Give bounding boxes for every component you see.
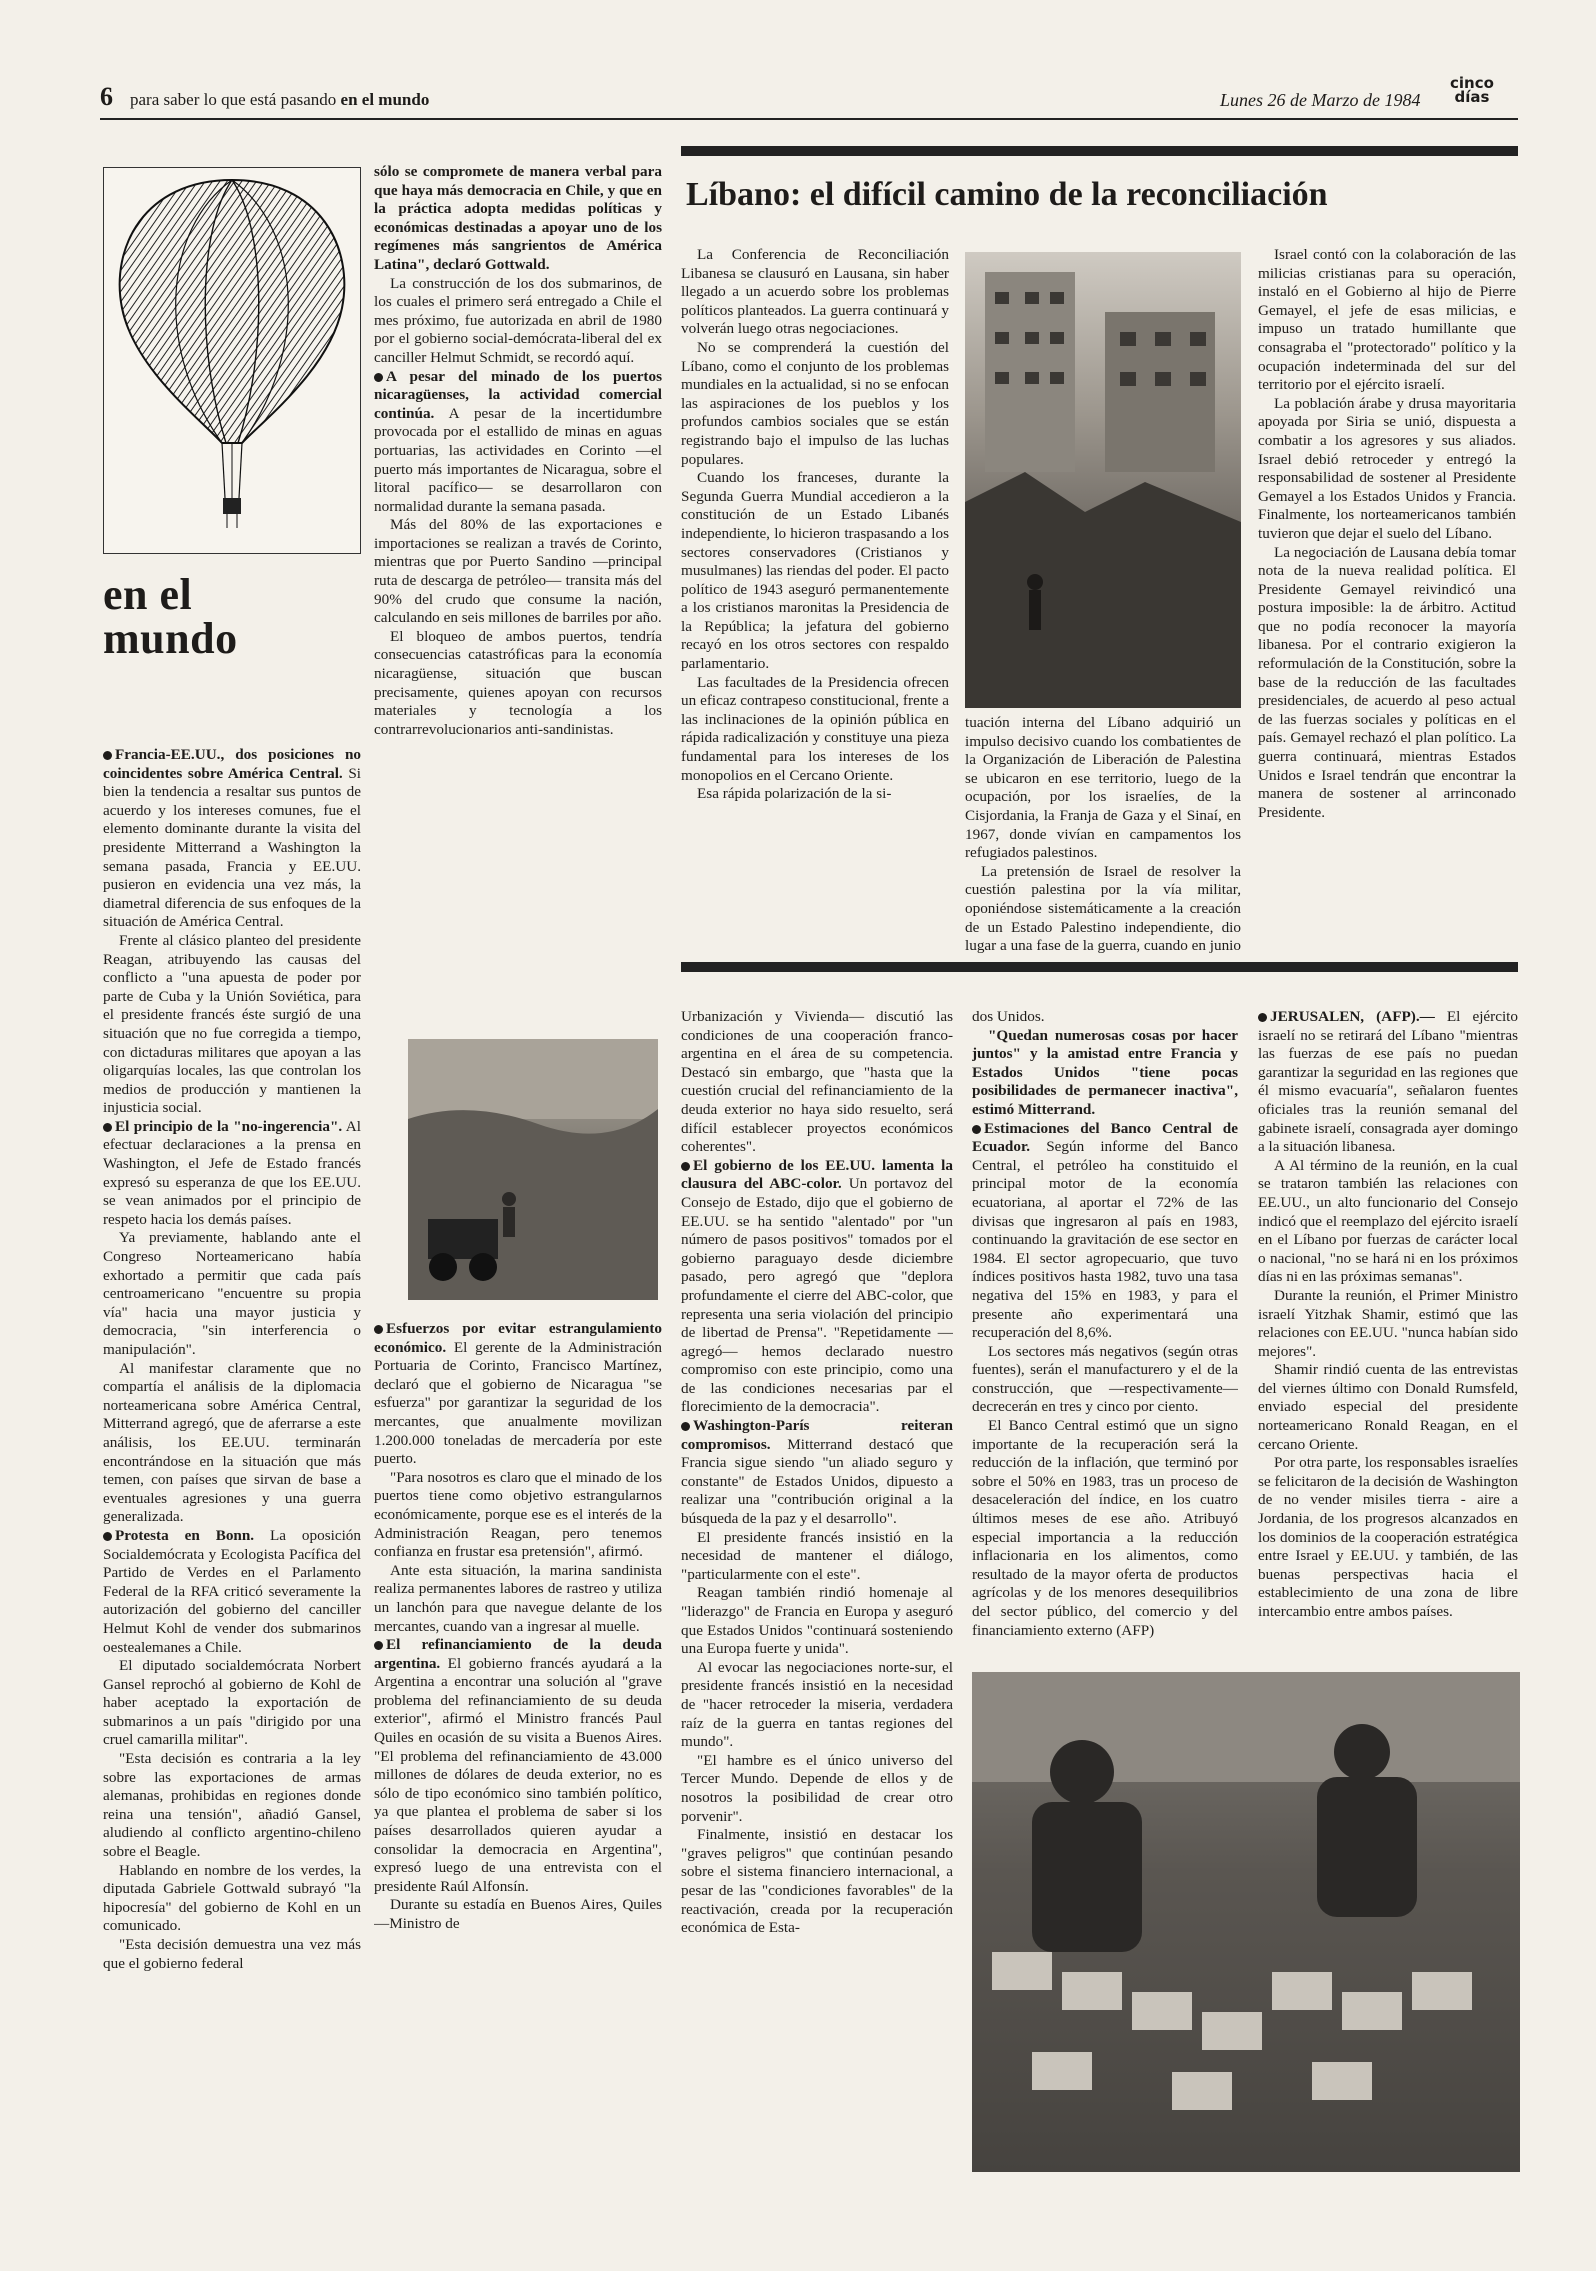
paragraph <box>681 1752 953 1826</box>
paragraph <box>374 516 662 628</box>
paragraph-lead: Esfuerzos por evitar estrangulamiento económico. <box>374 1320 662 1356</box>
paragraph-text: Ante esta situación, la marina sandinista realiza permanentes labores de rastreo y utiliza un lanchón para que navegue delante de los mercantes, cuando van a ingresar al muelle. <box>374 1561 662 1635</box>
paragraph <box>1258 1157 1518 1287</box>
paragraph-text: La oposición Socialdemócrata y Ecologista Pacífica del Partido de Verdes en el Parlamento Federal de la RFA criticó severamente la autorización del gobierno del canciller Helmut Kohl de vender dos submarinos oestealemanes a Chile. <box>103 1526 361 1656</box>
paragraph-text: A pesar de la incertidumbre provocada por el estallido de minas en aguas portuarias, las actividades en Corinto —el puerto más importantes de Nicaragua, sobre el litoral pacífico— se desarrollaron con normalidad durante la semana pasada. <box>374 404 662 515</box>
paragraph-text: A Al término de la reunión, en la cual se trataron también las relaciones con EE.UU., un alto funcionario del Consejo indicó que el reemplazo del ejército israelí en el Líbano por fuerzas de carácter local o nacional, "no se hará ni en los próximos días ni en las próximas semanas". <box>1258 1156 1518 1286</box>
paragraph <box>681 1417 953 1529</box>
paragraph <box>103 1936 361 1973</box>
paragraph <box>1258 1008 1518 1157</box>
tractor-photo <box>408 1039 658 1300</box>
paragraph-text: La negociación de Lausana debía tomar nota de la nueva realidad política. El Presidente Gemayel reivindicó una postura imposible: la de árbitro. Actitud que no podía reconocer la mayoría libanesa. Por el contrario exigieron la reformulación de la Constitución, sobre la base de la reducción de las facultades presidenciales, de acuerdo al peso actual de las fuerzas sociales y políticas en el país. Gemayel rechazó el plan político. La guerra continuará, mientras Estados Unidos e Israel tendrán que encontrar la manera de sostener al arrinconado Presidente. <box>1258 543 1516 821</box>
paragraph <box>374 1896 662 1933</box>
paragraph <box>103 932 361 1118</box>
paragraph <box>374 1320 662 1469</box>
paragraph <box>681 1008 953 1157</box>
tagline-prefix: para saber lo que está pasando <box>130 90 337 109</box>
ruins-photo <box>965 252 1241 708</box>
paragraph-text: El diputado socialdemócrata Norbert Gansel reprochó al gobierno de Kohl de haber aceptado la exportación de submarinos a un país "dirigido por una cruel camarilla militar". <box>103 1657 361 1749</box>
paragraph-text: Shamir rindió cuenta de las entrevistas del viernes último con Donald Rumsfeld, enviado especial del presidente norteamericano Ronald Reagan, en el cercano Oriente. <box>1258 1361 1518 1453</box>
paragraph-lead: Protesta en Bonn. <box>115 1526 255 1544</box>
lebanon-column-1 <box>681 246 949 946</box>
paragraph-lead: El principio de la "no-ingerencia". <box>115 1117 343 1135</box>
paragraph <box>103 746 361 932</box>
paragraph <box>681 469 949 674</box>
paragraph-text: Ya previamente, hablando ante el Congreso Norteamericano había exhortado a permitir que cada país centroamericano "encuentre su propia vía" hacia una mayor justicia y democracia, "sin interferencia o manipulación". <box>103 1229 361 1358</box>
paragraph <box>681 1659 953 1752</box>
lebanon-column-2 <box>965 714 1241 954</box>
paragraph <box>681 674 949 786</box>
paragraph-text: El ejército israelí no se retirará del Líbano "mientras las fuerzas de ese país no puedan garantizar la seguridad en las regiones que él mismo evacuaría", señalaron fuentes oficiales tras la reunión semanal del gabinete israelí, consagrada ayer domingo a la situación libanesa. <box>1258 1008 1518 1156</box>
paragraph <box>972 1120 1238 1343</box>
paragraph <box>103 1229 361 1359</box>
paragraph <box>103 1360 361 1527</box>
paragraph-text: Un portavoz del Consejo de Estado, dijo que el gobierno de EE.UU. se ha sentido "alentado" por "un número de pasos positivos" tomados por el gobierno paraguayo desde diciembre pasado, pero agregó que "deplora profundamente el cierre del ABC-color, que representa una seria violación del principio de libertad de Prensa". "Repetidamente —agregó— hemos declarado nuestro compromiso con este principio, como una de las condiciones necesarias par el florecimiento de la democracia". <box>681 1175 953 1416</box>
paragraph <box>1258 1361 1518 1454</box>
section-label <box>103 570 359 663</box>
paragraph <box>103 1527 361 1657</box>
paragraph-text: Finalmente, insistió en destacar los "graves peligros" que continúan pesando sobre el sistema financiero internacional, a pesar de las "condiciones favorables" de la reactivación, creada por la recuperación económica de Esta- <box>681 1826 953 1937</box>
paragraph-text: Al efectuar declaraciones a la prensa en Washington, el Jefe de Estado francés expresó su esperanza de que los EE.UU. se vean animados por el principio de respeto hacia los demás países. <box>103 1117 361 1228</box>
paragraph-text: Los sectores más negativos (según otras fuentes), serán el manufacturero y el de la construcción, que —respectivamente— decrecerán en tres y cinco por ciento. <box>972 1342 1238 1416</box>
paragraph <box>1258 1287 1518 1361</box>
paragraph <box>374 1469 662 1562</box>
paragraph-text: La construcción de los dos submarinos, de los cuales el primero será entregado a Chile el mes próximo, fue autorizada en abril de 1980 por el gobierno social-demócrata-liberal del ex canciller Helmut Schmidt, se recordó aquí. <box>374 274 662 366</box>
paragraph-text: Reagan también rindió homenaje al "liderazgo" de Francia en Europa y aseguró que Estados Unidos "continuará sosteniendo una Europa fuerte y unida". <box>681 1584 953 1658</box>
paragraph <box>1258 544 1516 823</box>
paragraph <box>103 1862 361 1936</box>
paragraph-text: Hablando en nombre de los verdes, la diputada Gabriele Gottwald subrayó "la hipocresía" del gobierno de Kohl en un comunicado. <box>103 1861 361 1935</box>
paragraph-text: Las facultades de la Presidencia ofrecen un eficaz contrapeso constitucional, frente a las inclinaciones de la opinión pública en rápida radicalización y constituye una pieza fundamental para los intereses de los monopolios en el Cercano Oriente. <box>681 673 949 784</box>
paragraph-text: La Conferencia de Reconciliación Libanesa se clausuró en Lausana, sin haber llegado a un acuerdo sobre los problemas políticos planteados. La guerra continuará y volverán luego otras negociaciones. <box>681 246 949 338</box>
paragraph <box>972 1008 1238 1027</box>
paragraph-text: Durante su estadía en Buenos Aires, Quiles —Ministro de <box>374 1896 662 1932</box>
paragraph <box>681 246 949 339</box>
bullet-icon <box>374 1641 383 1650</box>
tagline-section: en el mundo <box>340 90 430 109</box>
lebanon-top-rule <box>681 146 1518 156</box>
bullet-icon <box>374 1325 383 1334</box>
paragraph <box>103 1118 361 1230</box>
lebanon-headline: Líbano: el difícil camino de la reconciliación <box>686 176 1328 213</box>
column-a <box>103 746 361 2176</box>
paragraph-text: Urbanización y Vivienda— discutió las condiciones de una cooperación franco-argentina en el área de su competencia. Destacó sin embargo, que "hasta que la cuestión crucial del refinanciamiento de la deuda exterior no haya sido resuelto, será difícil establecer proyectos económicos coherentes". <box>681 1008 953 1156</box>
paragraph-text: "El hambre es el único universo del Tercer Mundo. Depende de ellos y de nosotros la posibilidad de crear otro porvenir". <box>681 1751 953 1825</box>
paragraph-text: La población árabe y drusa mayoritaria apoyada por Siria se unió, dispuesta a combatir a los agresores y sus aliados. Israel debió retroceder y entregó la responsabilidad de sostener al Presidente Gemayel a los Estados Unidos y Francia. Finalmente, los norteamericanos también tuvieron que dejar el suelo del Líbano. <box>1258 394 1516 542</box>
logo-line-2: días <box>1454 88 1490 106</box>
paragraph <box>1258 246 1516 395</box>
paragraph-text: Frente al clásico planteo del presidente Reagan, atribuyendo las causas del conflicto a "una apuesta de poder por parte de Cuba y la Unión Soviética, para el presidente francés éste surgió de una situación que no fue corregida a tiempo, con dictaduras militares que apoyan a las oligarquías locales, las que controlan los medios de producción y mantienen la injusticia social. <box>103 931 361 1117</box>
paragraph-text: Si bien la tendencia a resaltar sus puntos de acuerdo y los intereses comunes, fue el elemento dominante durante la visita del presidente Mitterrand a Washington la semana pasada, Francia y EE.UU. pusieron en evidencia una vez más, la diametral diferencia de sus enfoques de la situación de América Central. <box>103 764 361 931</box>
paragraph-lead: Francia-EE.UU., dos posiciones no coincidentes sobre América Central. <box>103 746 361 782</box>
paragraph <box>972 1343 1238 1417</box>
paragraph-text: El bloqueo de ambos puertos, tendría consecuencias catastróficas para la economía nicaragüense, situación que buscan precisamente, quienes apoyan con recursos materiales y tecnología a los contrarrevolucionarios anti-sandinistas. <box>374 627 662 738</box>
paragraph <box>972 1417 1238 1640</box>
column-d <box>972 1008 1238 1658</box>
paragraph <box>374 275 662 368</box>
column-b-bottom <box>374 1320 662 2175</box>
paragraph-text: Durante la reunión, el Primer Ministro israelí Yitzhak Shamir, estimó que las relaciones con EE.UU. "nunca habían sido mejores". <box>1258 1286 1518 1360</box>
masthead-logo <box>1450 76 1494 104</box>
bullet-icon <box>103 1532 112 1541</box>
paragraph-lead: JERUSALEN, (AFP).— <box>1270 1008 1435 1025</box>
paragraph-text: dos Unidos. <box>972 1008 1045 1025</box>
paragraph <box>681 1584 953 1658</box>
paragraph <box>374 628 662 740</box>
paragraph <box>681 1529 953 1585</box>
paragraph <box>972 1027 1238 1120</box>
balloon-illustration <box>103 167 361 554</box>
paragraph-text: Mitterrand destacó que Francia sigue siendo "un aliado seguro y constante" de Estados Unidos, dipuesto a realizar una "contribución original a la búsqueda de la paz y el desarrollo". <box>681 1435 953 1528</box>
paragraph-text: Al evocar las negociaciones norte-sur, el presidente francés insistió en la necesidad de "hacer retroceder la miseria, verdadera raíz de la guerra en tantas regiones del mundo". <box>681 1658 953 1751</box>
header-date: Lunes 26 de Marzo de 1984 <box>1220 90 1421 110</box>
column-e <box>1258 1008 1518 1658</box>
paragraph-lead: El gobierno de los EE.UU. lamenta la clausura del ABC-color. <box>681 1156 953 1193</box>
paragraph-text: Cuando los franceses, durante la Segunda Guerra Mundial accedieron a la constitución de un Estado Libanés independiente, lo hicieron traspasando a los sectores conservadores (Cristianos y musulmanes) las riendas del poder. El pacto político de 1943 aseguró permanentemente a los cristianos maronitas la Presidencia de la República; la jefatura del gobierno recayó en los otros sectores con respaldo parlamentario. <box>681 469 949 673</box>
paragraph <box>1258 1454 1518 1621</box>
section-label-line-1: en el <box>103 570 193 619</box>
column-b-top <box>374 163 662 1018</box>
paragraph <box>965 714 1241 863</box>
paragraph-text: El presidente francés insistió en la necesidad de mantener el diálogo, "particularmente con el este". <box>681 1528 953 1583</box>
paragraph <box>374 368 662 517</box>
paragraph-text: "Esta decisión demuestra una vez más que el gobierno federal <box>103 1936 361 1972</box>
paragraph-text: El gobierno francés ayudará a la Argentina a encontrar una solución al "grave problema del refinanciamiento de su deuda exterior", afirmó el Ministro francés Paul Quiles en ocasión de su visita a Buenos Aires. "El problema del refinanciamiento de 43.000 millones de dólares de deuda exterior, no es sólo de tipo económico sino también político, ya que plantea el problema de saber si los países desarrollados quieren ayudar a consolidar la democracia en Argentina", expresó luego de una entrevista con el presidente Raúl Alfonsín. <box>374 1654 662 1895</box>
paragraph-text: Según informe del Banco Central, el petróleo ha constituido el principal motor de la economía ecuatoriana, al aportar el 72% de las divisas que ingresaron al país en 1983, continuando la gravitación de ese sector en 1984. El sector agropecuario, que tuvo índices positivos hasta 1982, tuvo una tasa negativa del 15% en 1983, y para el presente año experimentará una recuperación del 8,6%. <box>972 1138 1238 1342</box>
paragraph <box>374 1636 662 1896</box>
paragraph <box>374 163 662 275</box>
paragraph-text: "Esta decisión es contraria a la ley sobre las exportaciones de armas alemanas, prohibidas en regiones donde reina una tensión", añadió Gansel, aludiendo al conflicto argentino-chileno sobre el Beagle. <box>103 1750 361 1861</box>
paragraph-text: "Para nosotros es claro que el minado de los puertos tiene como objetivo estrangularnos económicamente, porque ese es el interés de la Administración Reagan, pero tenemos confianza en frustar esa pretensión", afirmó. <box>374 1468 662 1561</box>
workers-photo <box>972 1672 1520 2172</box>
paragraph-text: No se comprenderá la cuestión del Líbano, como el conjunto de los problemas mundiales en la actualidad, si no se enfocan las aspiraciones de los pueblos y los profundos cambios sociales que se están registrando bajo el impulso de las luchas populares. <box>681 338 949 468</box>
paragraph <box>681 785 949 804</box>
paragraph-text: Esa rápida polarización de la si- <box>697 785 892 803</box>
paragraph <box>681 339 949 469</box>
paragraph <box>965 863 1241 954</box>
paragraph <box>103 1657 361 1750</box>
lebanon-column-3 <box>1258 246 1516 956</box>
paragraph-text: La pretensión de Israel de resolver la cuestión palestina por la vía militar, oponiéndose sistemáticamente a la creación de un Estado Palestino independiente, dio lugar a una fase de la guerra, cuando en junio <box>965 862 1241 954</box>
paragraph <box>681 1826 953 1938</box>
bullet-icon <box>681 1422 690 1431</box>
paragraph <box>1258 395 1516 544</box>
paragraph <box>681 1157 953 1417</box>
bullet-icon <box>103 1123 112 1132</box>
header-rule <box>100 118 1518 120</box>
paragraph-text: Al manifestar claramente que no compartía el análisis de la diplomacia norteamericana sobre América Central, Mitterrand agregó, que de aferrarse a este análisis, los EE.UU. terminarán encontrándose en la situación que más temen, con países que sirvan de base a eventuales agresiones y una guerra generalizada. <box>103 1359 361 1526</box>
bullet-icon <box>972 1125 981 1134</box>
paragraph-text: Por otra parte, los responsables israelíes se felicitaron de la decisión de Washington de no vender misiles tierra - aire a Jordania, de los progresos alcanzados en los dominios de la cooperación estratégica entre Israel y EE.UU. y también, de las buenas perspectivas hacia el establecimiento de una zona de libre intercambio entre ambos países. <box>1258 1454 1518 1620</box>
section-label-line-2: mundo <box>103 614 238 663</box>
bullet-icon <box>681 1162 690 1171</box>
paragraph-text: tuación interna del Líbano adquirió un impulso decisivo cuando los combatientes de la Organización de Liberación de Palestina se ubicaron en ese territorio, luego de la ocupación, por los israelíes, de la Cisjordania, la Franja de Gaza y el Sinaí, en 1967, donde vivían en campamentos los refugiados palestinos. <box>965 714 1241 862</box>
page-number: 6 <box>100 82 113 111</box>
paragraph <box>374 1562 662 1636</box>
bullet-icon <box>1258 1013 1267 1022</box>
paragraph-lead: Estimaciones del Banco Central de Ecuador. <box>972 1119 1238 1156</box>
paragraph-text: sólo se compromete de manera verbal para que haya más democracia en Chile, y que en la práctica adopta medidas políticas y económicas destinadas a apoyar uno de los regímenes más sangrientos de América Latina", declaró Gottwald. <box>374 163 662 273</box>
column-c <box>681 1008 953 2176</box>
paragraph-text: Más del 80% de las exportaciones e importaciones se realizan a través de Corinto, mientras que por Puerto Sandino —principal ruta de descarga de petróleo— transita más del 90% del crudo que consume la nación, calculando en seis millones de barriles por año. <box>374 516 662 627</box>
header-tagline <box>130 90 429 110</box>
paragraph-text: El Banco Central estimó que un signo importante de la recuperación será la reducción de la inflación, que terminó por sobre el 50% en 1983, tras un proceso de desaceleración del índice, en los cuatro últimos meses de ese año. Atribuyó especial importancia a la reducción inflacionaria en los alimentos, como resultado de la mayor oferta de productos agrícolas y de los menores desequilibrios del sector público, del comercio y del financiamiento externo (AFP) <box>972 1417 1238 1639</box>
paragraph <box>103 1750 361 1862</box>
lebanon-bottom-rule <box>681 962 1518 972</box>
paragraph-text: Israel contó con la colaboración de las milicias cristianas para su operación, instaló en el Gobierno al hijo de Pierre Gemayel, el jefe de esas milicias, e impuso un tratado humillante que consagraba el "protectorado" político y la ocupación indeterminada del sur del territorio por el ejército israelí. <box>1258 246 1516 394</box>
paragraph-text: El gerente de la Administración Portuaria de Corinto, Francisco Martínez, declaró que el gobierno de Nicaragua "se esfuerza" por garantizar la seguridad de los mercantes, que anualmente movilizan 1.200.000 toneladas de mercadería por este puerto. <box>374 1338 662 1468</box>
paragraph-lead: A pesar del minado de los puertos nicaragüenses, la actividad comercial continúa. <box>374 367 662 422</box>
bullet-icon <box>374 373 383 382</box>
paragraph-lead: El refinanciamiento de la deuda argentina. <box>374 1636 662 1672</box>
logo-line-1: cinco <box>1450 74 1494 92</box>
paragraph-lead: Washington-París reiteran compromisos. <box>681 1417 953 1453</box>
bullet-icon <box>103 751 112 760</box>
paragraph-text: "Quedan numerosas cosas por hacer juntos" y la amistad entre Francia y Estados Unidos "tiene pocas posibilidades de permanecer inactiva", estimó Mitterrand. <box>972 1026 1238 1118</box>
